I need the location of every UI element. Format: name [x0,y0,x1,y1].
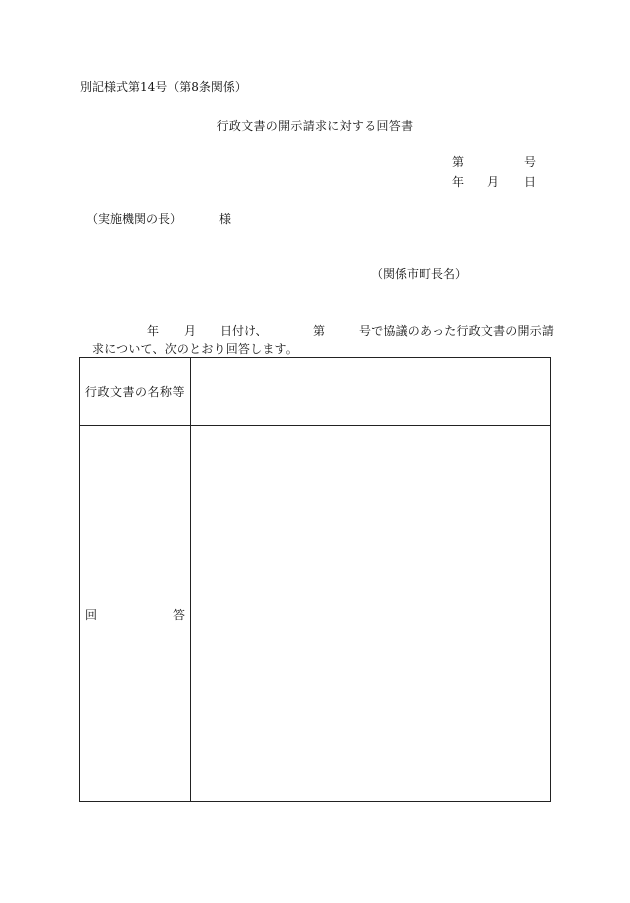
date-month-label: 月 [487,175,500,189]
form-number: 別記様式第14号（第8条関係） [80,80,247,94]
body-number-prefix: 第 [313,324,326,338]
body-year-label: 年 [147,324,160,338]
answer-label-part-1: 回 [85,608,98,622]
addressee-name: （実施機関の長） [86,212,183,226]
answer-label-part-2: 答 [173,608,186,622]
body-month-label: 月 [184,324,197,338]
answer-field[interactable] [191,426,550,801]
body-text-line-2: 求について、次のとおり回答します。 [92,342,298,356]
sender-name: （関係市町長名） [371,267,468,281]
reference-number-prefix: 第 [452,155,465,169]
document-name-label: 行政文書の名称等 [85,385,186,399]
document-name-field[interactable] [191,358,550,425]
document-title: 行政文書の開示請求に対する回答書 [216,119,414,133]
answer-table [79,357,551,802]
date-year-label: 年 [452,175,465,189]
date-day-label: 日 [524,175,537,189]
reference-number-suffix: 号 [524,155,537,169]
body-day-label: 日付け、 [220,324,268,338]
body-text-line-1: 号で協議のあった行政文書の開示請 [359,324,555,338]
addressee-honorific: 様 [219,212,232,226]
